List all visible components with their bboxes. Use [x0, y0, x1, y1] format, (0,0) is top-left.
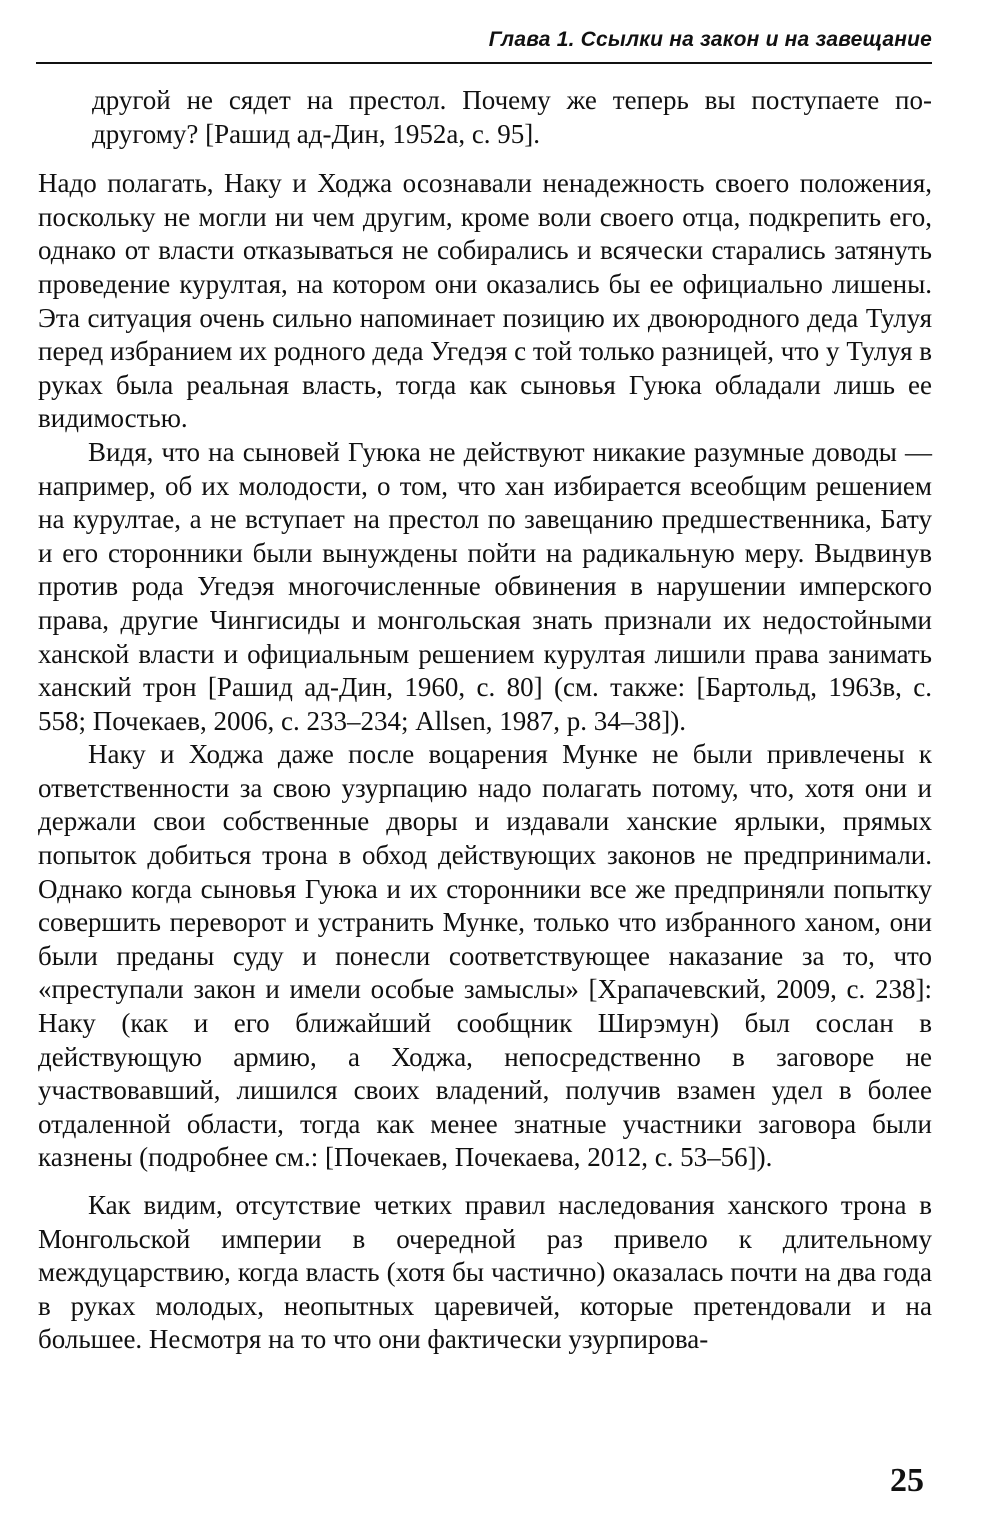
quote-continuation: другой не сядет на престол. Почему же теперь вы поступаете по-другому? [Рашид ад-Дин, 1952а, с. 95]. [92, 85, 932, 149]
paragraph: Наку и Ходжа даже после воцарения Мунке не были привлечены к ответственности за свою узурпацию надо полагать потому, что, хотя они и держали свои собственные дворы и издавали ханские ярлыки, прямых попыток добиться трона в обход действующих законов не предпринимали. Однако когда сыновья Гуюка и их сторонники все же предприняли попытку совершить переворот и устранить Мунке, только что избранного ханом, они были преданы суду и понесли соответствующее наказание за то, что «преступали закон и имели особые замыслы» [Храпачевский, 2009, с. 238]: Наку (как и его ближайший сообщник Ширэмун) был сослан в действующую армию, а Ходжа, непосредственно в заговоре не участвовавший, лишился своих владений, получив взамен удел в более отдаленной области, тогда как менее знатные участники заговора были казнены (подробнее см.: [Почекаев, Почекаева, 2012, с. 53–56]). [38, 739, 932, 1173]
running-header: Глава 1. Ссылки на закон и на завещание [488, 28, 932, 51]
body-text [38, 84, 932, 1357]
header-rule [36, 62, 932, 64]
page-number: 25 [890, 1462, 924, 1499]
paragraph: Как видим, отсутствие четких правил наследования ханского трона в Монгольской империи в очередной раз привело к длительному междуцарствию, когда власть (хотя бы частично) оказалась почти на два года в руках молодых, неопытных царевичей, которые претендовали и на большее. Несмотря на то что они фактически узурпирова- [38, 1190, 932, 1355]
paragraph: Надо полагать, Наку и Ходжа осознавали ненадежность своего положения, поскольку не могли ни чем другим, кроме воли своего отца, подкрепить его, однако от власти отказываться не собирались и всячески старались затянуть проведение курултая, на котором они оказались бы ее официально лишены. Эта ситуация очень сильно напоминает позицию их двоюродного деда Тулуя перед избранием их родного деда Угедэя с той только разницей, что у Тулуя в руках была реальная власть, тогда как сыновья Гуюка обладали лишь ее видимостью. [38, 168, 932, 434]
paragraph: Видя, что на сыновей Гуюка не действуют никакие разумные доводы — например, об их молодости, о том, что хан избирается всеобщим решением на курултае, а не вступает на престол по завещанию предшественника, Бату и его сторонники были вынуждены пойти на радикальную меру. Выдвинув против рода Угедэя многочисленные обвинения в нарушении имперского права, другие Чингисиды и монгольская знать признали их недостойными ханской власти и официальным решением курултая лишили права занимать ханский трон [Рашид ад-Дин, 1960, с. 80] (см. также: [Бартольд, 1963в, с. 558; Почекаев, 2006, с. 233–234; Allsen, 1987, p. 34–38]). [38, 436, 932, 736]
